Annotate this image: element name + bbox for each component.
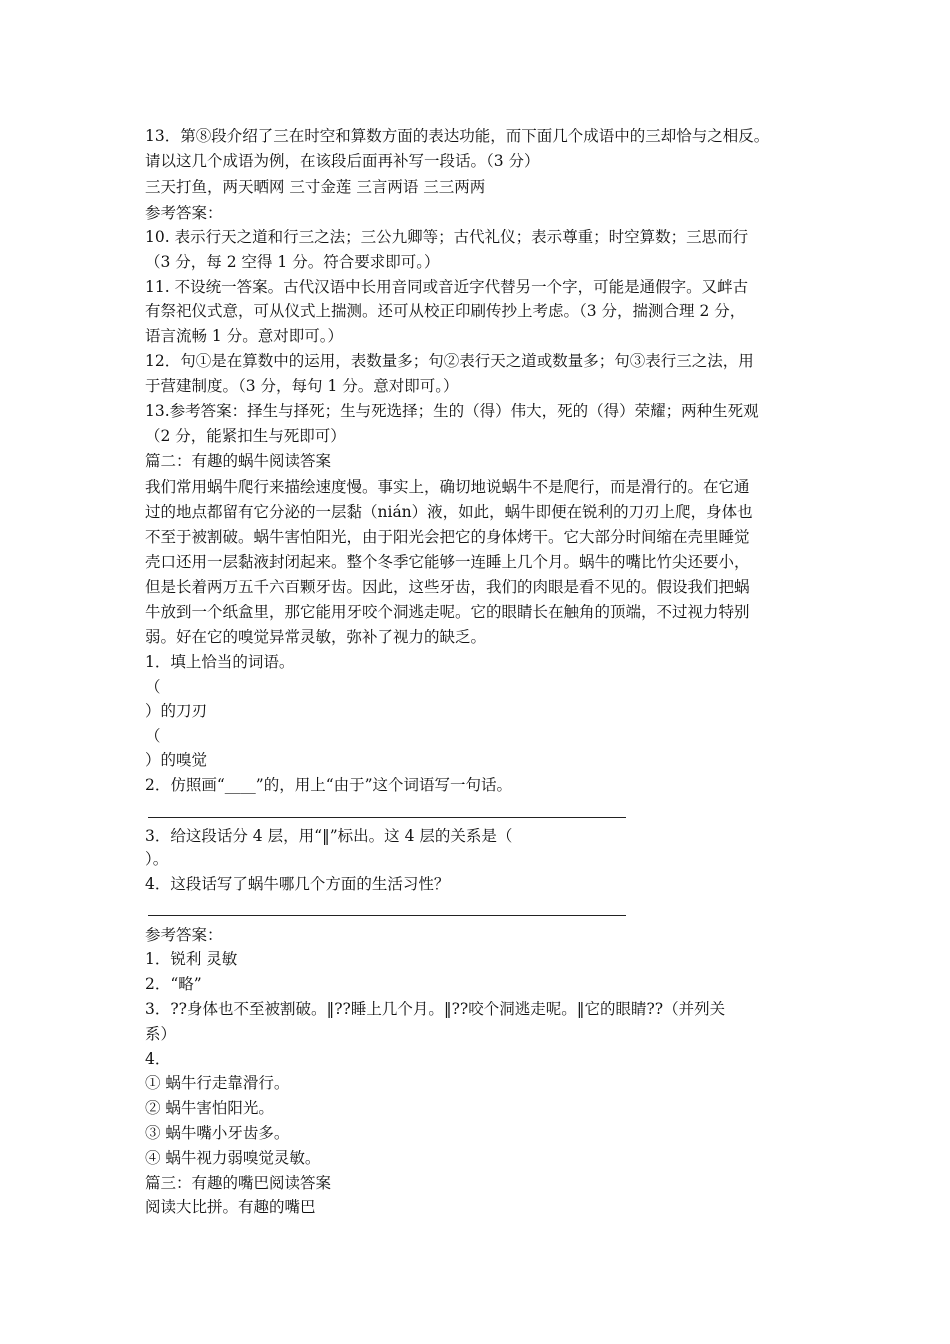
- answer-4-item-1: ① 蜗牛行走靠滑行。: [145, 1074, 290, 1092]
- answer-10-line-1: 10. 表示行天之道和行三之法；三公九卿等；古代礼仪；表示尊重；时空算数；三思而行: [145, 228, 749, 246]
- answer-12-line-2: 于营建制度。（3 分，每句 1 分。意对即可。）: [145, 377, 459, 395]
- question-1-blank-close-1: ）的刀刃: [145, 702, 208, 720]
- answer-3-line-1: 3．??身体也不至被割破。‖??睡上几个月。‖??咬个洞逃走呢。‖它的眼睛??（并列关: [145, 1000, 726, 1018]
- q13-line-2: 请以这几个成语为例，在该段后面再补写一段话。（3 分）: [145, 152, 540, 170]
- answer-4-item-4: ④ 蜗牛视力弱嗅觉灵敏。: [145, 1149, 321, 1167]
- passage-line-6: 牛放到一个纸盒里，那它能用牙咬个洞逃走呢。它的眼睛长在触角的顶端，不过视力特别: [145, 603, 750, 621]
- passage-line-2: 过的地点都留有它分泌的一层黏（nián）液，如此，蜗牛即便在锐利的刀刃上爬，身体也: [145, 503, 753, 521]
- answer-3-line-2: 系）: [145, 1025, 177, 1043]
- answer-13-line-1: 13.参考答案：择生与择死；生与死选择；生的（得）伟大，死的（得）荣耀；两种生死观: [145, 402, 759, 420]
- passage-line-3: 不至于被割破。蜗牛害怕阳光，由于阳光会把它的身体烤干。它大部分时间缩在壳里睡觉: [145, 528, 750, 546]
- question-1-blank-open-2: （: [145, 727, 161, 745]
- answer-4-item-2: ② 蜗牛害怕阳光。: [145, 1099, 274, 1117]
- passage-line-7: 弱。好在它的嗅觉异常灵敏，弥补了视力的缺乏。: [145, 628, 487, 646]
- answer-4: 4．: [145, 1050, 171, 1068]
- answer-13-line-2: （2 分，能紧扣生与死即可）: [145, 427, 346, 445]
- section-3-title: 篇三：有趣的嘴巴阅读答案: [145, 1174, 332, 1192]
- section-3-intro: 阅读大比拼。有趣的嘴巴: [145, 1198, 316, 1216]
- idiom-list: 三天打鱼，两天晒网 三寸金莲 三言两语 三三两两: [145, 178, 486, 196]
- answer-1: 1．锐利 灵敏: [145, 950, 238, 968]
- passage-line-5: 但是长着两万五千六百颗牙齿。因此，这些牙齿，我们的肉眼是看不见的。假设我们把蜗: [145, 578, 750, 596]
- question-4: 4．这段话写了蜗牛哪几个方面的生活习性？: [145, 875, 450, 893]
- answer-10-line-2: （3 分，每 2 空得 1 分。符合要求即可。）: [145, 253, 440, 271]
- answer-line: [148, 817, 626, 818]
- answer-4-item-3: ③ 蜗牛嘴小牙齿多。: [145, 1124, 290, 1142]
- answer-11-line-3: 语言流畅 1 分。意对即可。）: [145, 327, 343, 345]
- answer-line: [148, 915, 626, 916]
- passage-line-1: 我们常用蜗牛爬行来描绘速度慢。事实上，确切地说蜗牛不是爬行，而是滑行的。在它通: [145, 478, 750, 496]
- answer-11-line-1: 11. 不设统一答案。古代汉语中长用音同或音近字代替另一个字，可能是通假字。又衅古: [145, 278, 749, 296]
- answer-11-line-2: 有祭祀仪式意，可从仪式上揣测。还可从校正印刷传抄上考虑。（3 分，揣测合理 2 分，: [145, 302, 746, 320]
- question-3-line-1: 3．给这段话分 4 层，用“‖”标出。这 4 层的关系是（: [145, 827, 513, 845]
- answer-12-line-1: 12．句①是在算数中的运用，表数量多；句②表行天之道或数量多；句③表行三之法，用: [145, 352, 754, 370]
- answer-2: 2．“略”: [145, 975, 202, 993]
- answer-heading-2: 参考答案：: [145, 926, 223, 944]
- section-2-title: 篇二：有趣的蜗牛阅读答案: [145, 452, 332, 470]
- question-1: 1．填上恰当的词语。: [145, 653, 295, 671]
- passage-line-4: 壳口还用一层黏液封闭起来。整个冬季它能够一连睡上几个月。蜗牛的嘴比竹尖还要小，: [145, 553, 750, 571]
- question-1-blank-close-2: ）的嗅觉: [145, 751, 208, 769]
- q13-line-1: 13．第⑧段介绍了三在时空和算数方面的表达功能，而下面几个成语中的三却恰与之相反。: [145, 127, 770, 145]
- question-3-line-2: ）。: [145, 850, 169, 868]
- answer-heading: 参考答案：: [145, 204, 223, 222]
- question-2: 2．仿照画“____”的，用上“由于”这个词语写一句话。: [145, 776, 513, 794]
- question-1-blank-open-1: （: [145, 678, 161, 696]
